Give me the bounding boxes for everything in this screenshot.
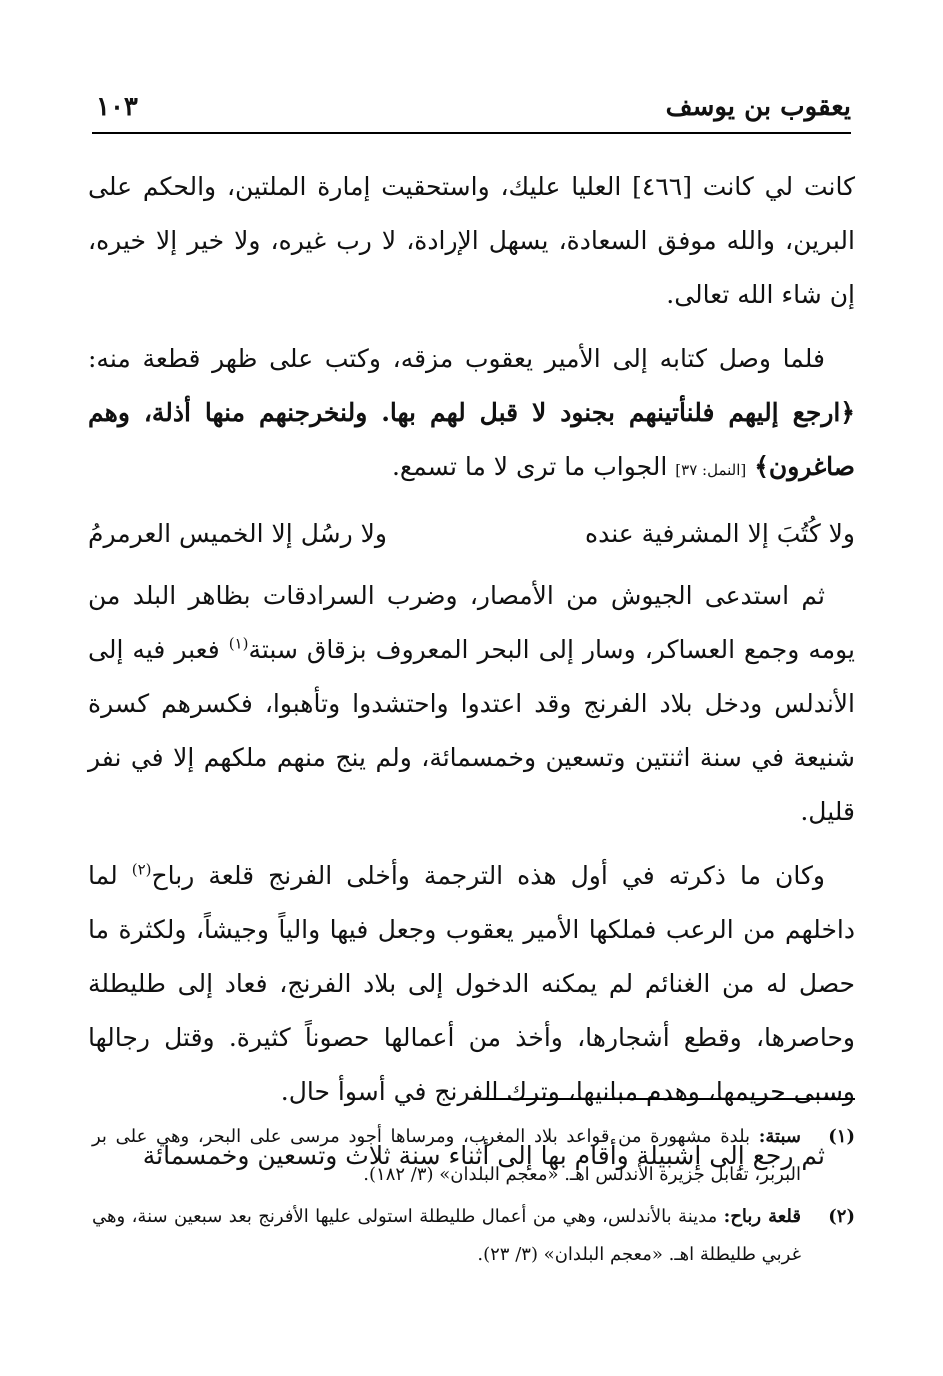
footnote-text (92, 1198, 801, 1274)
footnote-1 (92, 1118, 855, 1194)
paragraph-2-start: فلما وصل كتابه إلى الأمير يعقوب مزقه، وكتب على ظهر قطعة منه: (88, 344, 825, 373)
paragraph-3 (88, 569, 855, 839)
footnote-number: (١) (828, 1126, 855, 1147)
footnote-number: (٢) (828, 1206, 855, 1227)
footnote-ref-1[interactable]: (١) (228, 634, 249, 653)
paragraph-3-start: ثم استدعى الجيوش من الأمصار، وضرب السرادقات بظاهر البلد من يومه وجمع العساكر، وسار إلى البحر المعروف بزقاق سبتة (88, 581, 855, 664)
main-text (88, 160, 855, 1193)
verse-second-hemistich: ولا رسُل إلا الخميس العرمرمُ (88, 519, 387, 548)
footnote-2 (92, 1198, 855, 1274)
footnote-separator (483, 1098, 855, 1100)
paragraph-4-end: لما داخلهم من الرعب فملكها الأمير يعقوب وجعل فيها والياً وجيشاً، ولكثرة ما حصل له من الغنائم لم يمكنه الدخول إلى بلاد الفرنج، فعاد إلى طليطلة وحاصرها، وقطع أشجارها، وأخذ من أعمالها حصوناً كثيرة. وقتل رجالها وسبى حريمها، وهدم مبانيها، وترك الفرنج في أسوأ حال. (88, 861, 856, 1106)
footnote-ref-2[interactable]: (٢) (131, 860, 152, 879)
poem-verse (88, 507, 855, 561)
paragraph-2 (88, 332, 855, 497)
running-title: يعقوب بن يوسف (665, 92, 851, 122)
paragraph-5: ثم رجع إلى إشبيلة وأقام بها إلى أثناء سنة ثلاث وتسعين وخمسمائة (142, 1141, 825, 1170)
footnote-term: سبتة: (758, 1126, 801, 1147)
page-number: ١٠٣ (96, 92, 138, 122)
footnote-body: بلدة مشهورة من قواعد بلاد المغرب، ومرساها أجود مرسى على البحر، وهي على بر البربر، تقابل جزيرة الأندلس اهـ. «معجم البلدان» (٣/ ١٨٢). (92, 1126, 801, 1185)
paragraph-1: كانت لي كانت [٤٦٦] العليا عليك، واستحقيت إمارة الملتين، والحكم على البرين، والله موفق السعادة، يسهل الإرادة، لا رب غيره، ولا خير إلا خيره، إن شاء الله تعالى. (88, 172, 855, 309)
paragraph-4-start: وكان ما ذكرته في أول هذه الترجمة وأخلى الفرنج قلعة رباح (151, 861, 825, 890)
quran-citation: [النمل: ٣٧] (675, 461, 747, 479)
paragraph-3-end: فعبر فيه إلى الأندلس ودخل بلاد الفرنج وقد اعتدوا واحتشدوا وتأهبوا، فكسرهم كسرة شنيعة في سنة اثنتين وتسعين وخمسمائة، ولم ينج منهم ملكهم إلا في نفر قليل. (88, 635, 855, 826)
quran-verse: ﴿ارجع إليهم فلنأتينهم بجنود لا قبل لهم بها. ولنخرجنهم منها أذلة، وهم صاغرون﴾ (88, 398, 855, 481)
paragraph-2-end: الجواب ما ترى لا ما تسمع. (391, 452, 668, 481)
footnote-term: قلعة رباح: (723, 1206, 801, 1227)
verse-first-hemistich: ولا كُتُبَ إلا المشرفية عنده (584, 519, 855, 548)
running-header (92, 92, 851, 134)
footnotes (92, 1118, 855, 1278)
footnote-body: مدينة بالأندلس، وهي من أعمال طليطلة استولى عليها الأفرنج بعد سبعين سنة، وهي غربي طليطلة اهـ. «معجم البلدان» (٣/ ٢٣). (92, 1206, 801, 1265)
footnote-text (92, 1118, 801, 1194)
paragraph-4 (88, 849, 855, 1119)
